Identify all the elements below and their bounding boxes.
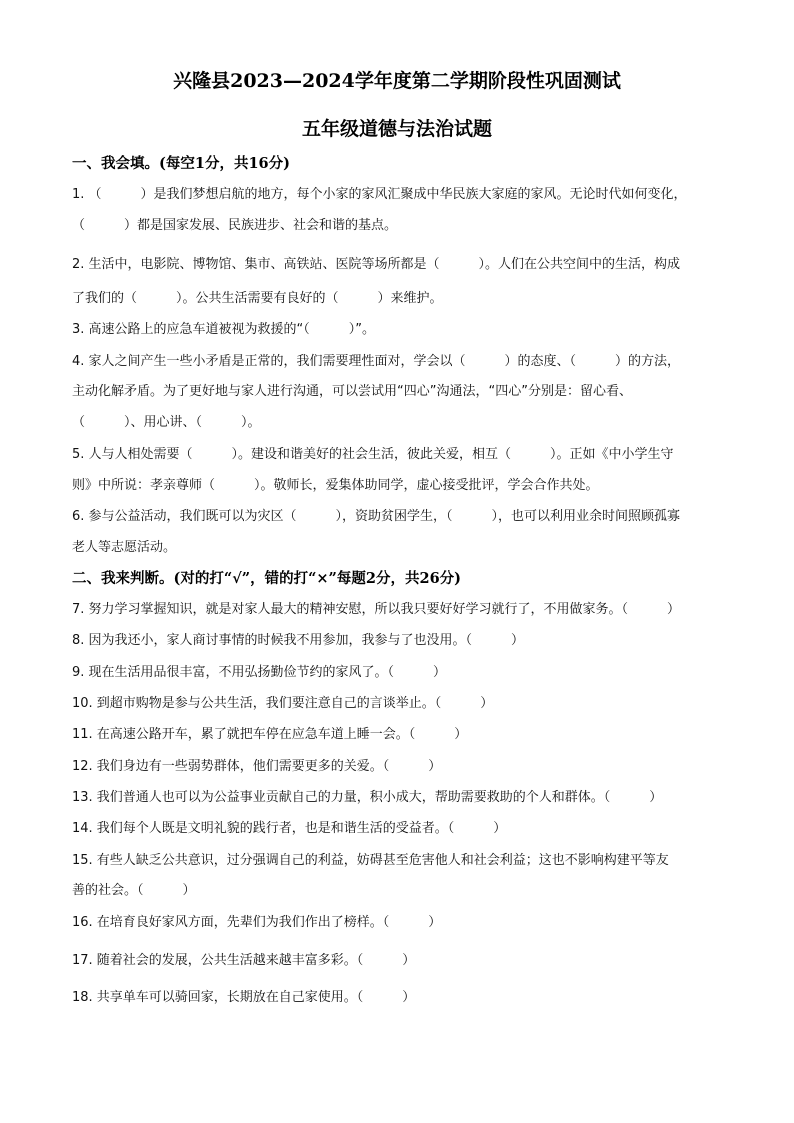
question-18: 18. 共享单车可以骑回家，长期放在自己家使用。（ ） (72, 990, 416, 1005)
question-6-line-2: 老人等志愿活动。 (72, 540, 177, 555)
question-2-line-1: 2. 生活中，电影院、博物馆、集市、高铁站、医院等场所都是（ ）。人们在公共空间中的生活，构成 (72, 257, 681, 272)
question-12: 12. 我们身边有一些弱势群体，他们需要更多的关爱。（ ） (72, 759, 442, 774)
question-5-line-1: 5. 人与人相处需要（ ）。建设和谐美好的社会生活，彼此关爱，相互（ ）。正如《中小学生守 (72, 447, 674, 462)
question-4-line-3: （ ）、用心讲、（ ）。 (72, 415, 261, 430)
exam-subtitle: 五年级道德与法治试题 (301, 118, 492, 140)
question-2-line-2: 了我们的（ ）。公共生活需要有良好的（ ）来维护。 (72, 291, 443, 306)
question-3: 3. 高速公路上的应急车道被视为救援的“（ ）”。 (72, 322, 376, 337)
question-15-line-2: 善的社会。（ ） (72, 883, 196, 898)
section-fill-in-heading: 一、我会填。(每空1分，共16分) (72, 155, 290, 172)
question-14: 14. 我们每个人既是文明礼貌的践行者，也是和谐生活的受益者。（ ） (72, 821, 507, 836)
exam-title: 兴隆县2023—2024学年度第二学期阶段性巩固测试 (173, 70, 621, 92)
question-6-line-1: 6. 参与公益活动，我们既可以为灾区（ ），资助贫困学生，（ ），也可以利用业余时间照顾孤寡 (72, 509, 681, 524)
question-1-line-2: （ ）都是国家发展、民族进步、社会和谐的基点。 (72, 218, 398, 233)
question-10: 10. 到超市购物是参与公共生活，我们要注意自己的言谈举止。（ ） (72, 696, 494, 711)
question-13: 13. 我们普通人也可以为公益事业贡献自己的力量，积小成大，帮助需要救助的个人和群体。（ ） (72, 790, 663, 805)
question-11: 11. 在高速公路开车，累了就把车停在应急车道上睡一会。（ ） (72, 727, 468, 742)
question-15-line-1: 15. 有些人缺乏公共意识，过分强调自己的利益，妨碍甚至危害他人和社会利益；这也不影响构建平等友 (72, 853, 669, 868)
question-9: 9. 现在生活用品很丰富，不用弘扬勤俭节约的家风了。（ ） (72, 665, 447, 680)
section-judge-heading: 二、我来判断。(对的打“√”，错的打“×”每题2分，共26分) (72, 570, 462, 587)
question-4-line-1: 4. 家人之间产生一些小矛盾是正常的，我们需要理性面对，学会以（ ）的态度、（ ）的方法， (72, 354, 681, 369)
question-1-line-1: 1. （ ）是我们梦想启航的地方，每个小家的家风汇聚成中华民族大家庭的家风。无论时代如何变化， (72, 187, 687, 202)
question-7: 7. 努力学习掌握知识，就是对家人最大的精神安慰，所以我只要好好学习就行了，不用做家务。（ ） (72, 602, 681, 617)
question-16: 16. 在培育良好家风方面，先辈们为我们作出了榜样。（ ） (72, 915, 442, 930)
question-4-line-2: 主动化解矛盾。为了更好地与家人进行沟通，可以尝试用“四心”沟通法，“四心”分别是：留心看、 (72, 384, 632, 399)
question-17: 17. 随着社会的发展，公共生活越来越丰富多彩。（ ） (72, 953, 416, 968)
question-8: 8. 因为我还小，家人商讨事情的时候我不用参加，我参与了也没用。（ ） (72, 633, 525, 648)
question-5-line-2: 则》中所说：孝亲尊师（ ）。敬师长，爱集体助同学，虚心接受批评，学会合作共处。 (72, 478, 599, 493)
